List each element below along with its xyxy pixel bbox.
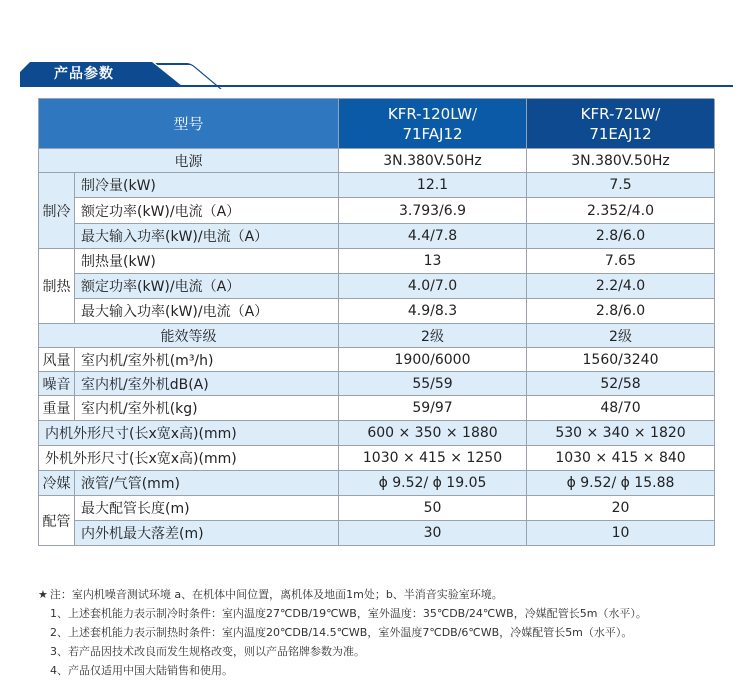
refrigerant-label: 液管/气管(mm) [75,471,339,496]
power-value-1: 3N.380V.50Hz [339,149,527,173]
efficiency-value-2: 2级 [527,324,715,348]
power-value-2: 3N.380V.50Hz [527,149,715,173]
model-1-header [339,99,527,149]
indoor-dimensions-label: 内机外形尺寸(长x宽x高)(mm) [39,421,339,446]
cooling-max-power-value-1: 4.4/7.8 [339,224,527,249]
noise-label: 室内机/室外机dB(A) [75,372,339,396]
weight-value-1: 59/97 [339,396,527,421]
spec-table [38,98,714,546]
max-height-diff-value-2: 10 [527,521,715,546]
heating-max-power-value-1: 4.9/8.3 [339,299,527,324]
indoor-dimensions-value-2: 530 × 340 × 1820 [527,421,715,446]
section-title: 产品参数 [54,66,114,82]
cooling-capacity-value-1: 12.1 [339,173,527,198]
cooling-rated-power-value-1: 3.793/6.9 [339,198,527,224]
model-header: 型号 [39,99,339,149]
cooling-capacity-value-2: 7.5 [527,173,715,198]
max-pipe-length-label: 最大配管长度(m) [75,496,339,521]
weight-group-label: 重量 [39,396,75,421]
cooling-max-power-label: 最大输入功率(kW)/电流（A） [75,224,339,249]
heating-rated-power-value-2: 2.2/4.0 [527,274,715,299]
heating-max-power-value-2: 2.8/6.0 [527,299,715,324]
model-2-line1: KFR-72LW/ [580,104,661,123]
noise-value-2: 52/58 [527,372,715,396]
cooling-rated-power-label: 额定功率(kW)/电流（A） [75,198,339,224]
note-line: 2、上述套机能力表示制热时条件：室内温度20℃DB/14.5℃WB，室外温度7℃DB/6℃WB，冷媒配管长5m（水平）。 [50,626,633,639]
notes [38,585,718,680]
cooling-max-power-value-2: 2.8/6.0 [527,224,715,249]
star-icon: ★ [38,588,48,601]
airflow-value-2: 1560/3240 [527,348,715,372]
heating-capacity-value-1: 13 [339,249,527,274]
airflow-group-label: 风量 [39,348,75,372]
outdoor-dimensions-label: 外机外形尺寸(长x宽x高)(mm) [39,446,339,471]
refrigerant-value-2: ϕ 9.52/ ϕ 15.88 [527,471,715,496]
cooling-rated-power-value-2: 2.352/4.0 [527,198,715,224]
cooling-group-label: 制冷 [39,173,75,249]
weight-value-2: 48/70 [527,396,715,421]
model-2-line2: 71EAJ12 [589,124,652,143]
airflow-label: 室内机/室外机(m³/h) [75,348,339,372]
weight-label: 室内机/室外机(kg) [75,396,339,421]
piping-group-label: 配管 [39,496,75,546]
note-line: 1、上述套机能力表示制冷时条件：室内温度27℃DB/19℃WB，室外温度：35℃DB/24℃WB，冷媒配管长5m（水平）。 [50,607,647,620]
heating-capacity-label: 制热量(kW) [75,249,339,274]
noise-group-label: 噪音 [39,372,75,396]
heating-max-power-label: 最大输入功率(kW)/电流（A） [75,299,339,324]
note-text: 注：室内机噪音测试环境 a、在机体中间位置，离机体及地面1m处；b、半消音实验室环境。 [49,588,503,601]
section-header [20,62,733,88]
refrigerant-group-label: 冷媒 [39,471,75,496]
note-line: 3、若产品因技术改良而发生规格改变，则以产品铭牌参数为准。 [50,645,365,658]
max-pipe-length-value-2: 20 [527,496,715,521]
airflow-value-1: 1900/6000 [339,348,527,372]
section-divider [20,85,733,87]
model-1-line2: 71FAJ12 [402,124,463,143]
efficiency-value-1: 2级 [339,324,527,348]
model-2-header [527,99,715,149]
heating-rated-power-label: 额定功率(kW)/电流（A） [75,274,339,299]
outdoor-dimensions-value-2: 1030 × 415 × 840 [527,446,715,471]
max-height-diff-value-1: 30 [339,521,527,546]
heating-capacity-value-2: 7.65 [527,249,715,274]
noise-value-1: 55/59 [339,372,527,396]
cooling-capacity-label: 制冷量(kW) [75,173,339,198]
max-pipe-length-value-1: 50 [339,496,527,521]
indoor-dimensions-value-1: 600 × 350 × 1880 [339,421,527,446]
heating-group-label: 制热 [39,249,75,324]
model-1-line1: KFR-120LW/ [387,104,478,123]
outdoor-dimensions-value-1: 1030 × 415 × 1250 [339,446,527,471]
power-label: 电源 [39,149,339,173]
heating-rated-power-value-1: 4.0/7.0 [339,274,527,299]
note-line [38,585,718,604]
max-height-diff-label: 内外机最大落差(m) [75,521,339,546]
note-line: 4、产品仅适用中国大陆销售和使用。 [50,664,233,677]
refrigerant-value-1: ϕ 9.52/ ϕ 19.05 [339,471,527,496]
efficiency-label: 能效等级 [39,324,339,348]
